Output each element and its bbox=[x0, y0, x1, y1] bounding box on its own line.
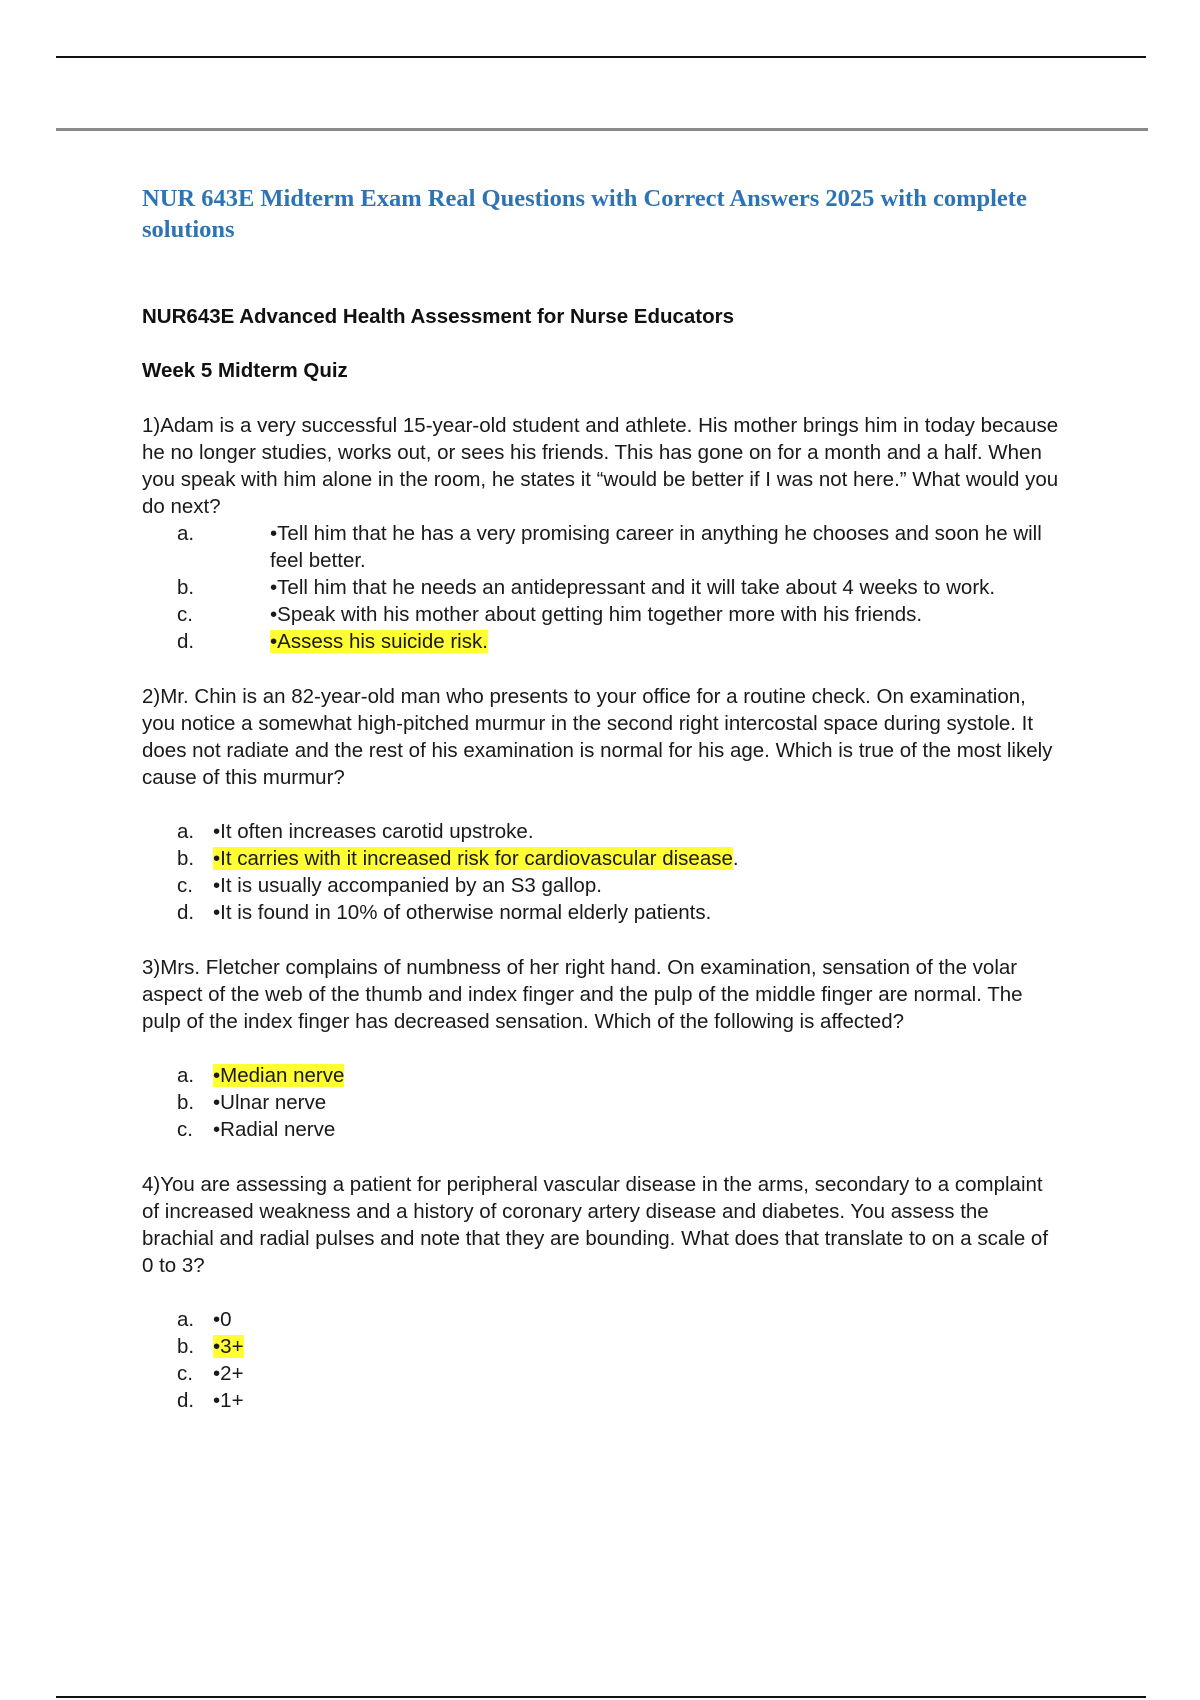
option-letter: b. bbox=[177, 847, 195, 870]
option-letter: b. bbox=[177, 1091, 195, 1114]
question-stem: 2)Mr. Chin is an 82-year-old man who presents to your office for a routine check. On examination, you notice a somewhat high-pitched murmur in the second right intercostal space during systole. It does not radiate and the rest of his examination is normal for his age. Which is true of the most likely cause of this murmur? bbox=[142, 685, 1053, 789]
question-stem: 1)Adam is a very successful 15-year-old student and athlete. His mother brings him in today because he no longer studies, works out, or sees his friends. This has gone on for a month and a half. When you speak with him alone in the room, he states it “would be better if I was not here.” What would you do next? bbox=[142, 414, 1059, 518]
option-text: •Radial nerve bbox=[213, 1118, 336, 1141]
option-letter: c. bbox=[177, 1362, 193, 1385]
option-letter: a. bbox=[177, 820, 195, 843]
option-text: •It is usually accompanied by an S3 gallop. bbox=[213, 874, 602, 897]
option-text: •Tell him that he needs an antidepressant and it will take about 4 weeks to work. bbox=[270, 576, 996, 599]
answer-option bbox=[142, 1089, 1062, 1116]
correct-answer-option bbox=[142, 1333, 1062, 1360]
answer-option bbox=[142, 1360, 1062, 1387]
option-letter: d. bbox=[177, 1389, 195, 1412]
option-letter: d. bbox=[177, 630, 195, 653]
answer-option bbox=[142, 872, 1062, 899]
option-text: •It often increases carotid upstroke. bbox=[213, 820, 534, 843]
answer-option bbox=[142, 574, 1062, 601]
option-letter: c. bbox=[177, 603, 193, 626]
correct-answer-option bbox=[142, 1062, 1062, 1089]
option-letter: b. bbox=[177, 576, 195, 599]
bottom-rule bbox=[56, 1696, 1146, 1698]
answer-option bbox=[142, 1306, 1062, 1333]
option-letter: a. bbox=[177, 522, 195, 545]
answer-options bbox=[142, 1062, 1062, 1143]
option-trailing-period: . bbox=[732, 847, 739, 870]
question-1 bbox=[142, 412, 1062, 655]
question-stem: 3)Mrs. Fletcher complains of numbness of her right hand. On examination, sensation of the volar aspect of the web of the thumb and index finger and the pulp of the middle finger are normal. The pulp of the index finger has decreased sensation. Which of the following is affected? bbox=[142, 956, 1023, 1033]
option-text: •Speak with his mother about getting him together more with his friends. bbox=[270, 603, 923, 626]
question-3 bbox=[142, 954, 1062, 1143]
answer-options bbox=[142, 818, 1062, 926]
option-letter: c. bbox=[177, 1118, 193, 1141]
option-text: •0 bbox=[213, 1308, 232, 1331]
option-text: •Ulnar nerve bbox=[213, 1091, 327, 1114]
correct-answer-option bbox=[142, 845, 1062, 872]
answer-options bbox=[142, 1306, 1062, 1414]
option-letter: d. bbox=[177, 901, 195, 924]
answer-option bbox=[142, 520, 1062, 574]
highlighted-answer: •It carries with it increased risk for cardiovascular disease bbox=[213, 847, 733, 870]
quiz-heading: Week 5 Midterm Quiz bbox=[142, 359, 348, 382]
answer-option bbox=[142, 1387, 1062, 1414]
option-letter: a. bbox=[177, 1064, 195, 1087]
answer-options bbox=[142, 520, 1062, 655]
answer-option bbox=[142, 601, 1062, 628]
header-rule bbox=[56, 128, 1148, 131]
answer-option bbox=[142, 818, 1062, 845]
option-letter: b. bbox=[177, 1335, 195, 1358]
document-body bbox=[142, 183, 1062, 1414]
option-text: •2+ bbox=[213, 1362, 244, 1385]
question-2 bbox=[142, 683, 1062, 926]
highlighted-answer: •3+ bbox=[213, 1335, 244, 1358]
course-heading: NUR643E Advanced Health Assessment for Nurse Educators bbox=[142, 305, 735, 328]
option-letter: c. bbox=[177, 874, 193, 897]
answer-option bbox=[142, 1116, 1062, 1143]
option-text: •It is found in 10% of otherwise normal elderly patients. bbox=[213, 901, 712, 924]
question-stem: 4)You are assessing a patient for peripheral vascular disease in the arms, secondary to a complaint of increased weakness and a history of coronary artery disease and diabetes. You assess the brachial and radial pulses and note that they are bounding. What does that translate to on a scale of 0 to 3? bbox=[142, 1173, 1049, 1277]
correct-answer-option bbox=[142, 628, 1062, 655]
highlighted-answer: •Median nerve bbox=[213, 1064, 345, 1087]
question-4 bbox=[142, 1171, 1062, 1414]
top-rule bbox=[56, 56, 1146, 58]
document-title: NUR 643E Midterm Exam Real Questions with Correct Answers 2025 with complete solutions bbox=[142, 185, 1027, 243]
answer-option bbox=[142, 899, 1062, 926]
option-text: •1+ bbox=[213, 1389, 244, 1412]
option-text: •Tell him that he has a very promising career in anything he chooses and soon he will feel better. bbox=[270, 522, 1042, 572]
highlighted-answer: •Assess his suicide risk. bbox=[270, 630, 488, 653]
option-letter: a. bbox=[177, 1308, 195, 1331]
